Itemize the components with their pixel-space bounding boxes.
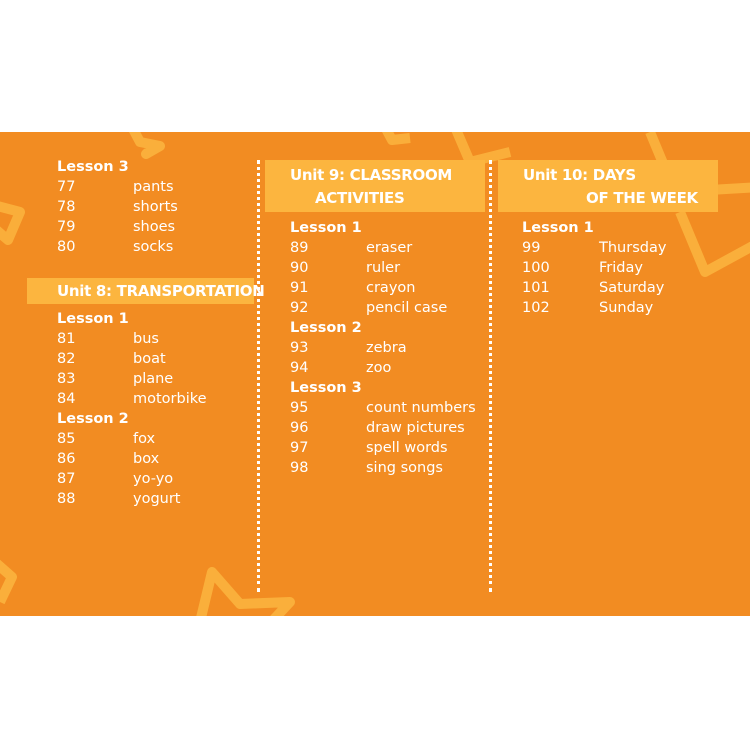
- star-decoration-top-middle: [385, 132, 410, 140]
- item-number: 83: [57, 371, 76, 387]
- list-item: [57, 177, 252, 197]
- lesson-label: Lesson 1: [290, 220, 362, 236]
- item-word: zoo: [366, 360, 392, 376]
- list-item: [522, 258, 722, 278]
- unit-10-title-line-1: Unit 10: DAYS: [523, 166, 636, 184]
- list-item: [57, 429, 252, 449]
- unit-10-title-line-2: OF THE WEEK: [586, 189, 698, 207]
- item-number: 87: [57, 471, 76, 487]
- list-item: [290, 358, 485, 378]
- item-number: 86: [57, 451, 76, 467]
- item-number: 96: [290, 420, 309, 436]
- column-divider-1: [257, 160, 260, 592]
- item-word: shorts: [133, 199, 178, 215]
- list-item: [290, 458, 485, 478]
- item-word: Saturday: [599, 280, 665, 296]
- item-word: sing songs: [366, 460, 443, 476]
- item-word: yo-yo: [133, 471, 174, 487]
- list-item: [290, 398, 485, 418]
- item-number: 93: [290, 340, 309, 356]
- list-item: [290, 298, 485, 318]
- column-1-lower: [57, 309, 252, 509]
- item-word: pants: [133, 179, 174, 195]
- item-word: plane: [133, 371, 174, 387]
- item-number: 84: [57, 391, 76, 407]
- lesson-label: Lesson 2: [57, 411, 129, 427]
- lesson-label: Lesson 3: [290, 380, 362, 396]
- item-word: pencil case: [366, 300, 448, 316]
- list-item: [290, 438, 485, 458]
- unit-8-header: [27, 278, 265, 304]
- list-item: [522, 238, 722, 258]
- list-item: [522, 298, 722, 318]
- lesson-label: Lesson 3: [57, 159, 129, 175]
- item-word: shoes: [133, 219, 176, 235]
- star-decoration-top-right: [455, 132, 510, 162]
- item-word: Thursday: [599, 240, 667, 256]
- item-word: crayon: [366, 280, 416, 296]
- list-item: [57, 329, 252, 349]
- item-number: 100: [522, 260, 550, 276]
- item-number: 98: [290, 460, 309, 476]
- item-number: 89: [290, 240, 309, 256]
- item-number: 94: [290, 360, 309, 376]
- list-item: [290, 258, 485, 278]
- column-divider-2: [489, 160, 492, 592]
- item-number: 102: [522, 300, 550, 316]
- column-2: [290, 218, 485, 478]
- star-decoration-left: [0, 204, 20, 240]
- item-number: 95: [290, 400, 309, 416]
- star-decoration-bottom-middle: [200, 572, 290, 616]
- list-item: [290, 338, 485, 358]
- item-number: 91: [290, 280, 309, 296]
- list-item: [57, 237, 252, 257]
- item-word: draw pictures: [366, 420, 465, 436]
- unit-10-header: [498, 160, 718, 212]
- item-number: 80: [57, 239, 76, 255]
- unit-9-header: [265, 160, 485, 212]
- list-item: [57, 217, 252, 237]
- item-number: 92: [290, 300, 309, 316]
- vocabulary-panel: [0, 132, 750, 616]
- item-number: 97: [290, 440, 309, 456]
- list-item: [290, 278, 485, 298]
- item-word: ruler: [366, 260, 401, 276]
- item-number: 81: [57, 331, 76, 347]
- item-word: spell words: [366, 440, 448, 456]
- item-number: 88: [57, 491, 76, 507]
- lesson-label: Lesson 2: [290, 320, 362, 336]
- column-3: [522, 218, 722, 318]
- item-word: yogurt: [133, 491, 181, 507]
- list-item: [57, 369, 252, 389]
- item-number: 85: [57, 431, 76, 447]
- list-item: [57, 449, 252, 469]
- unit-8-title: Unit 8: TRANSPORTATION: [57, 282, 265, 300]
- item-number: 82: [57, 351, 76, 367]
- list-item: [57, 389, 252, 409]
- item-number: 99: [522, 240, 541, 256]
- star-decoration-bottom-left: [0, 562, 12, 602]
- item-word: Friday: [599, 260, 643, 276]
- item-number: 90: [290, 260, 309, 276]
- item-number: 101: [522, 280, 550, 296]
- item-word: count numbers: [366, 400, 476, 416]
- item-number: 78: [57, 199, 76, 215]
- item-word: bus: [133, 331, 159, 347]
- item-word: boat: [133, 351, 166, 367]
- list-item: [522, 278, 722, 298]
- item-number: 79: [57, 219, 76, 235]
- item-word: zebra: [366, 340, 407, 356]
- list-item: [290, 238, 485, 258]
- list-item: [57, 349, 252, 369]
- item-word: motorbike: [133, 391, 207, 407]
- column-1: [57, 157, 252, 257]
- item-word: eraser: [366, 240, 413, 256]
- list-item: [57, 469, 252, 489]
- list-item: [57, 489, 252, 509]
- lesson-label: Lesson 1: [522, 220, 594, 236]
- item-word: Sunday: [599, 300, 654, 316]
- unit-9-title-line-1: Unit 9: CLASSROOM: [290, 166, 453, 184]
- item-word: fox: [133, 431, 156, 447]
- item-word: box: [133, 451, 160, 467]
- item-number: 77: [57, 179, 76, 195]
- list-item: [57, 197, 252, 217]
- lesson-label: Lesson 1: [57, 311, 129, 327]
- item-word: socks: [133, 239, 174, 255]
- star-decoration-top-left: [132, 132, 160, 154]
- list-item: [290, 418, 485, 438]
- unit-9-title-line-2: ACTIVITIES: [315, 189, 405, 207]
